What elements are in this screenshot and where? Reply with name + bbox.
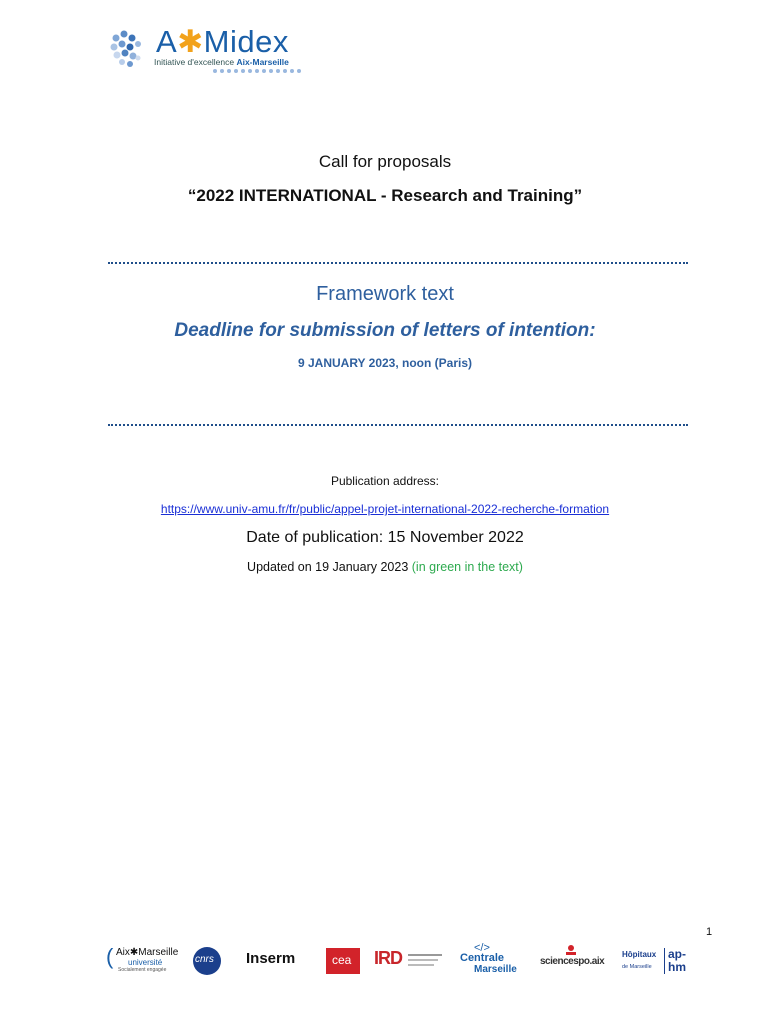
aix-marseille-university-logo: ( Aix✱Marseille université Socialement engagée	[106, 944, 179, 973]
cnrs-logo: cnrs	[192, 944, 226, 978]
amidex-logo-mark	[110, 28, 154, 72]
ird-logo: IRD	[374, 944, 446, 978]
dotted-divider	[108, 424, 688, 430]
deadline-date: 9 JANUARY 2023, noon (Paris)	[297, 356, 473, 370]
publication-date: Date of publication: 15 November 2022	[246, 529, 524, 546]
inserm-logo: Inserm	[246, 950, 296, 967]
call-title: “2022 INTERNATIONAL - Research and Training”	[187, 186, 583, 205]
asterisk-icon: ✱	[177, 24, 204, 59]
logo-dot-row	[212, 68, 302, 74]
green-note: (in green in the text)	[411, 560, 523, 574]
framework-label: Framework text	[316, 283, 454, 305]
cea-logo: cea	[326, 944, 362, 978]
centrale-marseille-logo: </> Centrale Marseille	[460, 942, 517, 975]
updated-note: Updated on 19 January 2023 (in green in the text)	[247, 560, 523, 574]
sciencespo-aix-logo: sciencespo.aix	[540, 944, 602, 978]
dotted-divider	[108, 262, 688, 268]
ap-hm-logo: Hôpitaux de Marseille ap- hm	[622, 947, 686, 974]
deadline-heading: Deadline for submission of letters of intention:	[174, 320, 596, 341]
page-number: 1	[706, 926, 713, 938]
amidex-logo-wordmark: A✱Midex	[156, 24, 289, 59]
call-label: Call for proposals	[318, 152, 452, 171]
amidex-logo-tagline: Initiative d'excellence Aix-Marseille	[154, 57, 289, 67]
publication-address-label: Publication address:	[330, 474, 440, 488]
publication-url-link[interactable]: https://www.univ-amu.fr/fr/public/appel-projet-international-2022-recherche-formation	[160, 502, 610, 516]
